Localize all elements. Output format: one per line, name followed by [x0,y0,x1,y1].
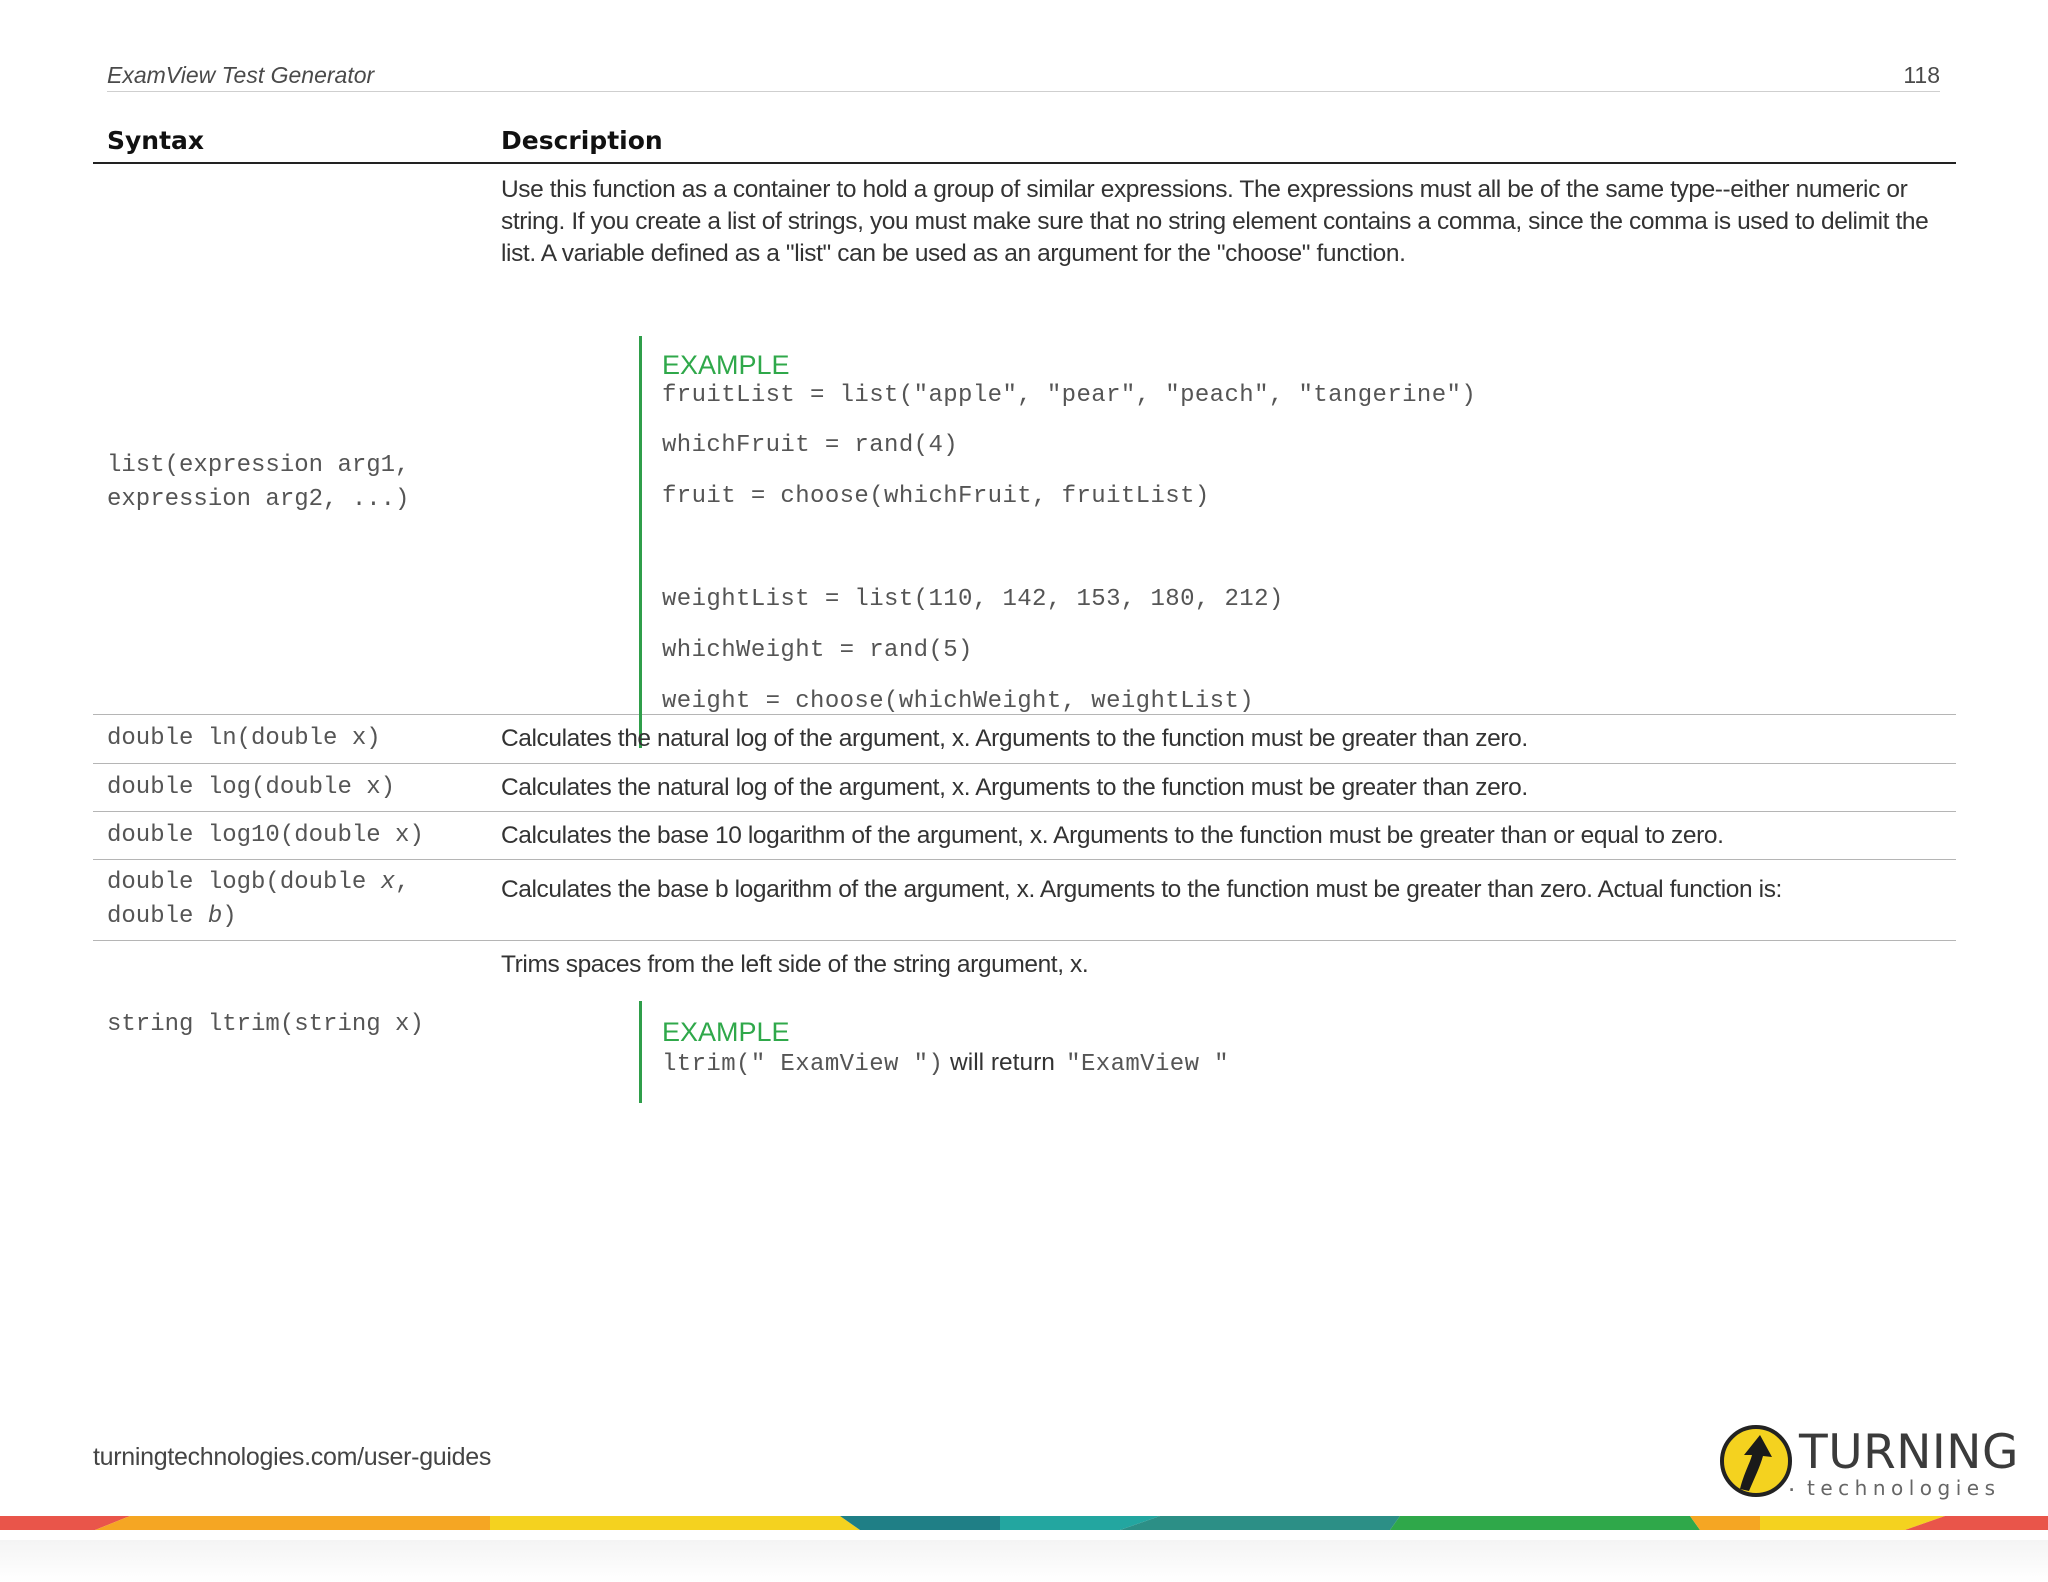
page-header [107,60,1940,92]
code-line: fruitList = list("apple", "pear", "peach", "tangerine") [662,382,1477,409]
code-line: whichWeight = rand(5) [662,637,973,664]
description-cell: Calculates the natural log of the argument, x. Arguments to the function must be greater than zero. [501,774,1528,801]
turning-technologies-logo [1718,1423,2019,1500]
syntax-text: double [107,903,208,930]
bottom-shade [0,1540,2048,1582]
arrow-circle-icon [1718,1423,1794,1499]
code-result: "ExamView " [1066,1051,1229,1078]
example-label: EXAMPLE [662,350,790,380]
syntax-text: double logb(double [107,869,381,896]
function-table [93,118,1956,1111]
example-block [639,1001,1229,1103]
document-title: ExamView Test Generator [107,62,375,88]
syntax-cell: string ltrim(string x) [107,1011,424,1038]
example-label: EXAMPLE [662,1017,790,1047]
logo-dot: . [1788,1467,1796,1497]
page-number: 118 [1903,62,1940,88]
table-row-logb [93,860,1956,941]
syntax-param-b: b [207,903,223,930]
syntax-cell: list(expression arg1, expression arg2, ...) [107,452,410,513]
example-line [662,1047,1229,1082]
example-block [639,336,1476,748]
description-cell: Use this function as a container to hold a group of similar expressions. The expressions must all be of the same type--either numeric or string. If you create a list of strings, you must make sure that no string element contains a comma, since the comma is used to delimit the list. A variable defined as a "list" can be used as an argument for the "choose" function. [501,176,1929,267]
description-cell: Calculates the base 10 logarithm of the argument, x. Arguments to the function must be greater than or equal to zero. [501,822,1724,849]
syntax-cell: double log10(double x) [107,822,424,849]
table-row-ln [93,715,1956,764]
description-column-header: Description [501,126,663,155]
table-header [93,118,1956,164]
syntax-column-header: Syntax [107,126,205,155]
syntax-text: ) [222,903,237,930]
description-cell: Calculates the base b logarithm of the argument, x. Arguments to the function must be greater than zero. Actual function is: [501,876,1782,903]
description-cell: Trims spaces from the left side of the string argument, x. [501,951,1089,978]
table-row-list [93,164,1956,715]
table-row-ltrim [93,941,1956,1111]
description-cell: Calculates the natural log of the argument, x. Arguments to the function must be greater than zero. [501,725,1528,752]
syntax-cell: double log(double x) [107,774,396,801]
logo-subtitle: technologies [1807,1476,2001,1500]
example-text: will return [943,1049,1062,1076]
code-snippet: ltrim(" ExamView ") [662,1051,944,1078]
table-row-log [93,764,1956,812]
footer-url: turningtechnologies.com/user-guides [93,1443,492,1471]
code-line: weightList = list(110, 142, 153, 180, 212) [662,586,1284,613]
code-line: whichFruit = rand(4) [662,432,959,459]
syntax-cell: double ln(double x) [107,725,381,752]
syntax-text: , [395,869,410,896]
logo-wordmark: TURNING [1799,1425,2019,1480]
syntax-param-x: x [380,869,396,896]
syntax-cell [107,866,409,934]
code-line: fruit = choose(whichFruit, fruitList) [662,483,1210,510]
code-line: weight = choose(whichWeight, weightList) [662,688,1255,715]
table-row-log10 [93,812,1956,860]
